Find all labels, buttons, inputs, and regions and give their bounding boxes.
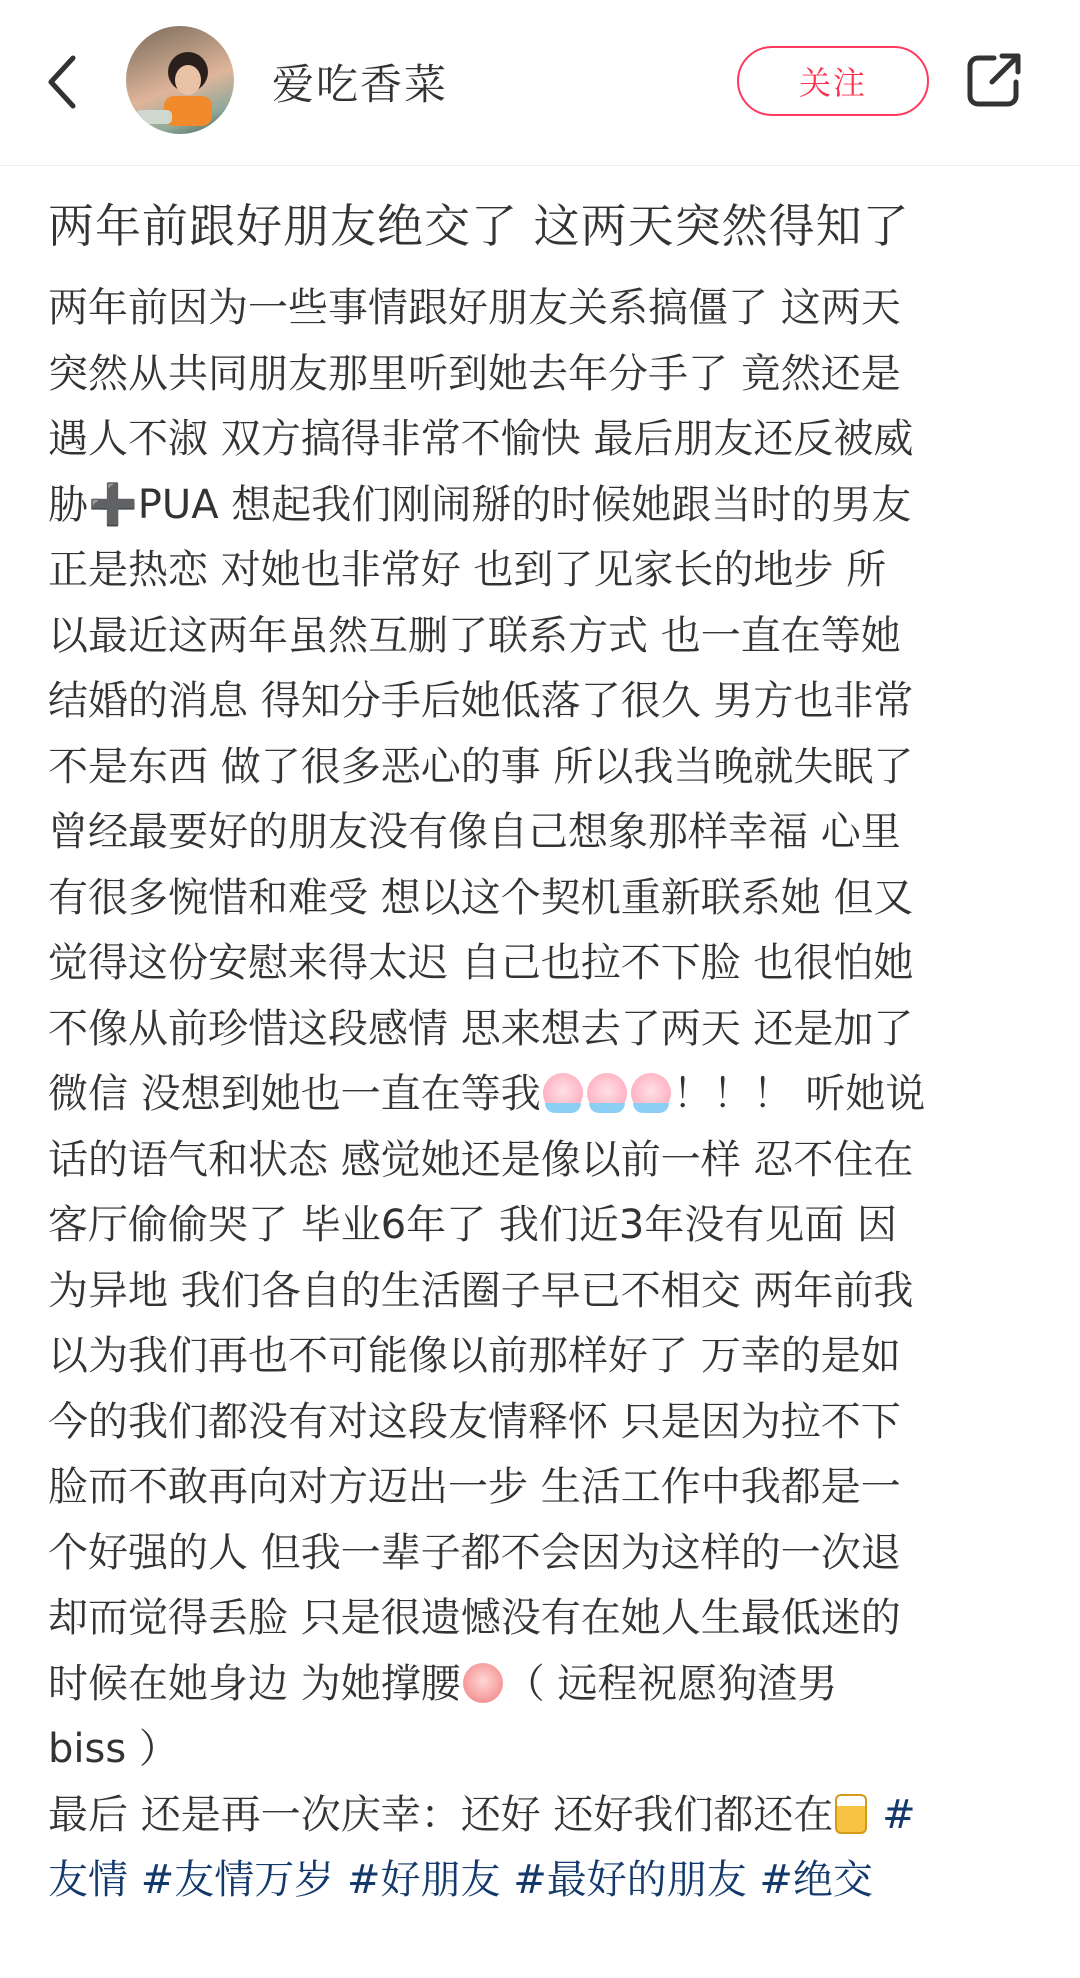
body-text-segment: 微信 没想到她也一直在等我: [48, 1071, 541, 1117]
body-text-segment: ！！！ 听她说: [672, 1071, 926, 1117]
crying-emoji: [631, 1073, 671, 1113]
post-body: [48, 276, 1032, 1914]
avatar[interactable]: [126, 26, 234, 134]
body-line: 遇人不淑 双方搞得非常不愉快 最后朋友还反被威: [48, 416, 914, 462]
body-line-with-emoji: [48, 1783, 1032, 1849]
angry-emoji: [463, 1663, 503, 1703]
body-line: 为异地 我们各自的生活圈子早已不相交 两年前我: [48, 1267, 914, 1314]
hashtag-friendship[interactable]: 友情: [48, 1857, 128, 1903]
body-text-segment: 最后 还是再一次庆幸：还好 还好我们都还在: [48, 1791, 834, 1838]
hashtag-best-friend[interactable]: #最好的朋友: [513, 1857, 747, 1903]
share-icon: [964, 50, 1024, 110]
body-line: biss ）: [48, 1726, 179, 1772]
body-line: 话的语气和状态 感觉她还是像以前一样 忍不住在: [48, 1136, 914, 1183]
chevron-left-icon: [47, 55, 77, 109]
beer-emoji: [835, 1794, 867, 1834]
crying-emoji: [543, 1073, 583, 1113]
share-button[interactable]: [964, 50, 1024, 110]
body-line: 觉得这份安慰来得太迟 自己也拉不下脸 也很怕她: [48, 940, 914, 986]
body-line: 胁➕PUA 想起我们刚闹掰的时候她跟当时的男友: [48, 481, 912, 528]
back-button[interactable]: [42, 52, 82, 112]
body-line: 正是热恋 对她也非常好 也到了见家长的地步 所: [48, 547, 887, 593]
post-title: 两年前跟好朋友绝交了 这两天突然得知了: [48, 199, 910, 253]
body-line: 两年前因为一些事情跟好朋友关系搞僵了 这两天: [48, 285, 901, 331]
username[interactable]: 爱吃香菜: [272, 60, 449, 109]
body-line: 以为我们再也不可能像以前那样好了 万幸的是如: [48, 1333, 901, 1379]
body-line: 脸而不敢再向对方迈出一步 生活工作中我都是一: [48, 1464, 901, 1510]
body-line-with-emoji: [48, 1062, 1032, 1128]
hashtag-line: [48, 1848, 1032, 1914]
hashtag-mark[interactable]: #: [882, 1791, 916, 1838]
body-line: 客厅偷偷哭了 毕业6年了 我们近3年没有见面 因: [48, 1202, 898, 1248]
hashtag-break-up[interactable]: #绝交: [759, 1857, 873, 1903]
body-text-segment: （ 远程祝愿狗渣男: [504, 1660, 838, 1707]
body-line: 却而觉得丢脸 只是很遗憾没有在她人生最低迷的: [48, 1595, 901, 1641]
body-line-with-emoji: [48, 1652, 1032, 1718]
hashtag-good-friend[interactable]: #好朋友: [346, 1857, 501, 1903]
follow-button[interactable]: 关注: [737, 46, 929, 116]
crying-emoji: [587, 1073, 627, 1113]
hashtag-friendship-forever[interactable]: #友情万岁: [140, 1857, 335, 1903]
body-line: 突然从共同朋友那里听到她去年分手了 竟然还是: [48, 350, 901, 397]
post-content: [0, 194, 1080, 1914]
body-line: 不像从前珍惜这段感情 思来想去了两天 还是加了: [48, 1005, 914, 1052]
body-line: 不是东西 做了很多恶心的事 所以我当晚就失眠了: [48, 743, 914, 790]
top-bar: [0, 0, 1080, 166]
body-line: 曾经最要好的朋友没有像自己想象那样幸福 心里: [48, 809, 901, 855]
body-text-segment: 时候在她身边 为她撑腰: [48, 1660, 461, 1707]
body-line: 结婚的消息 得知分手后她低落了很久 男方也非常: [48, 678, 914, 724]
body-line: 有很多惋惜和难受 想以这个契机重新联系她 但又: [48, 874, 914, 921]
body-line: 个好强的人 但我一辈子都不会因为这样的一次退: [48, 1529, 901, 1576]
body-line: 以最近这两年虽然互删了联系方式 也一直在等她: [48, 612, 901, 659]
body-line: 今的我们都没有对这段友情释怀 只是因为拉不下: [48, 1398, 901, 1445]
